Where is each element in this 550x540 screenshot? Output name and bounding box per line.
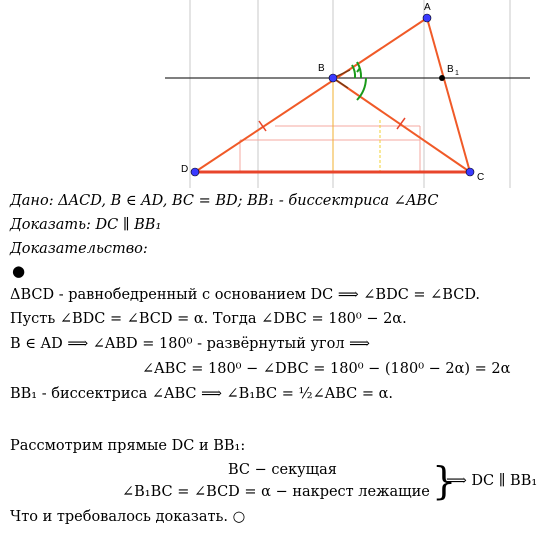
point-c-marker[interactable] [466, 168, 474, 176]
proof-line-3: B ∈ AD ⟹ ∠ABD = 180⁰ - развёрнутый угол ⟹ [10, 336, 370, 352]
label-b: B [318, 63, 325, 74]
side-ac [427, 18, 470, 172]
proof-line-5: BB₁ - биссектриса ∠ABC ⟹ ∠B₁BC = ½∠ABC = α. [10, 386, 393, 402]
label-a: A [424, 2, 431, 13]
geometry-figure [0, 0, 550, 188]
point-b1-marker[interactable] [439, 75, 445, 81]
label-c: C [477, 172, 485, 183]
conclusion: ⟹ DC ∥ BB₁ [446, 473, 538, 489]
end-line: Что и требовалось доказать. ○ [10, 509, 246, 525]
point-b-marker[interactable] [329, 74, 337, 82]
given-line: Дано: ΔACD, B ∈ AD, BC = BD; BB₁ - биссектриса ∠ABC [10, 193, 439, 209]
proof-line-4: ∠ABC = 180⁰ − ∠DBC = 180⁰ − (180⁰ − 2α) = 2α [142, 361, 511, 377]
angle-arc-icon [352, 62, 366, 100]
grid [165, 0, 530, 188]
label-b1-sub: 1 [455, 70, 459, 77]
brace-icon: } [432, 459, 457, 503]
proof-title: Доказательство: [10, 241, 148, 257]
proof-line-1: ΔBCD - равнобедренный с основанием DC ⟹ ∠BDC = ∠BCD. [10, 287, 481, 303]
bullet-icon: ● [12, 262, 26, 280]
proof-line-2: Пусть ∠BDC = ∠BCD = α. Тогда ∠DBC = 180⁰ − 2α. [10, 311, 407, 327]
proof-line-6: Рассмотрим прямые DC и BB₁: [10, 438, 246, 454]
prove-line: Доказать: DC ∥ BB₁ [10, 217, 162, 233]
condition-alternate-angles: ∠B₁BC = ∠BCD = α − накрест лежащие [122, 484, 430, 500]
condition-secant: BC − секущая [228, 462, 337, 478]
point-a-marker[interactable] [423, 14, 431, 22]
point-d-marker[interactable] [191, 168, 199, 176]
segment-bc [333, 78, 470, 172]
label-d: D [181, 164, 189, 175]
side-da [195, 18, 427, 172]
label-b1: B [447, 64, 454, 75]
